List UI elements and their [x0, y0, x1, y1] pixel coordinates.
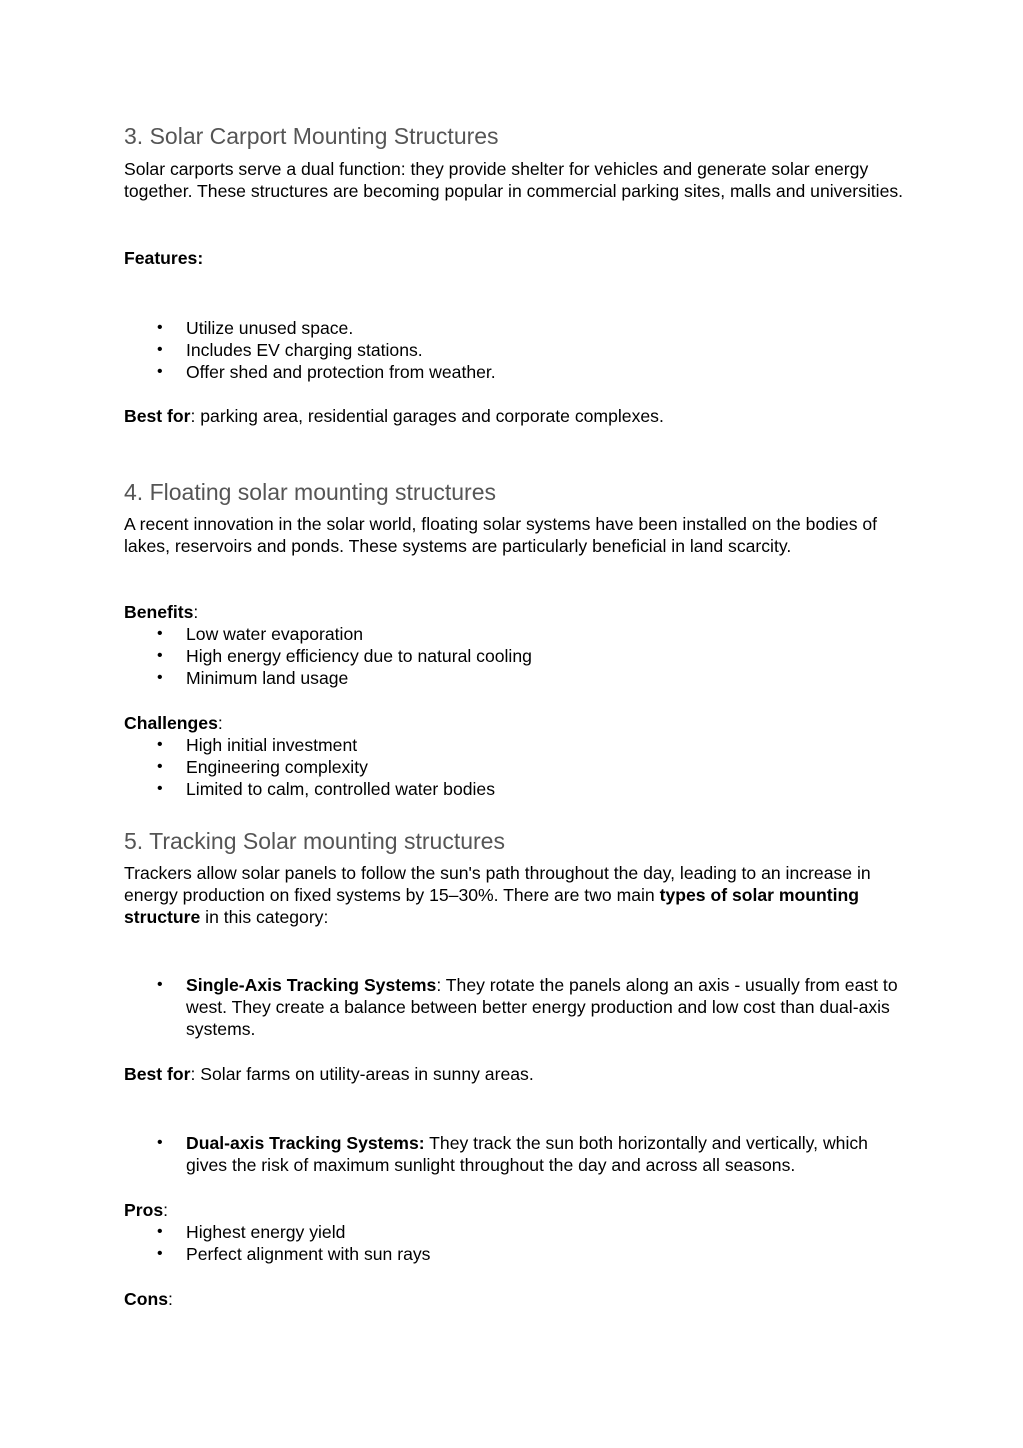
bullet-icon: •: [157, 1134, 163, 1151]
carport-intro: Solar carports serve a dual function: they provide shelter for vehicles and generate solar energy together. These structures are becoming popular in commercial parking sites, malls and universities.: [124, 159, 904, 201]
carport-features-label: Features:: [124, 248, 204, 268]
list-item: • High initial investment: [157, 735, 358, 755]
bullet-icon: •: [157, 669, 163, 686]
bullet-icon: •: [157, 1223, 163, 1240]
list-item: • High energy efficiency due to natural cooling: [157, 646, 532, 666]
bullet-icon: •: [157, 736, 163, 753]
bullet-icon: •: [157, 758, 163, 775]
bullet-icon: •: [157, 363, 163, 380]
bullet-icon: •: [157, 319, 163, 336]
floating-benefits-label: Benefits:: [124, 602, 199, 622]
bullet-icon: •: [157, 1245, 163, 1262]
single-axis-list: [124, 974, 904, 1040]
list-item: • Engineering complexity: [157, 757, 368, 777]
bullet-icon: •: [157, 625, 163, 642]
list-item: • Offer shed and protection from weather.: [157, 362, 496, 382]
floating-challenges-list: [124, 734, 904, 800]
tracking-heading: 5. Tracking Solar mounting structures: [124, 828, 505, 854]
list-item: • Low water evaporation: [157, 624, 364, 644]
carport-heading: 3. Solar Carport Mounting Structures: [124, 123, 499, 149]
bullet-icon: •: [157, 647, 163, 664]
cons-label: Cons:: [124, 1289, 173, 1309]
list-item: • Highest energy yield: [157, 1222, 346, 1242]
floating-challenges-label: Challenges:: [124, 713, 223, 733]
floating-intro: A recent innovation in the solar world, floating solar systems have been installed on the bodies of lakes, reservoirs and ponds. These systems are particularly beneficial in land scarcity.: [124, 514, 878, 556]
list-item: • Limited to calm, controlled water bodies: [157, 779, 496, 799]
list-item: • Perfect alignment with sun rays: [157, 1244, 431, 1264]
list-item: • Utilize unused space.: [157, 318, 354, 338]
tracking-intro: Trackers allow solar panels to follow the sun's path throughout the day, leading to an increase in energy production on fixed systems by 15–30%. There are two main types of solar mounting structure in this category:: [124, 863, 871, 927]
floating-heading: 4. Floating solar mounting structures: [124, 479, 497, 505]
list-item: • Minimum land usage: [157, 668, 349, 688]
dual-axis-list: [124, 1132, 904, 1176]
tracking-best-for: Best for: Solar farms on utility-areas in sunny areas.: [124, 1064, 534, 1084]
pros-list: [124, 1221, 904, 1265]
carport-features-list: [124, 317, 904, 383]
floating-benefits-list: [124, 623, 904, 689]
list-item: • Single-Axis Tracking Systems: They rotate the panels along an axis - usually from east to west. They create a balance between better energy production and low cost than dual-axis systems.: [157, 975, 898, 1039]
list-item: • Dual-axis Tracking Systems: They track the sun both horizontally and vertically, which gives the risk of maximum sunlight throughout the day and across all seasons.: [157, 1133, 868, 1175]
bullet-icon: •: [157, 976, 163, 993]
bullet-icon: •: [157, 341, 163, 358]
list-item: • Includes EV charging stations.: [157, 340, 423, 360]
carport-best-for: Best for: parking area, residential garages and corporate complexes.: [124, 406, 664, 426]
bullet-icon: •: [157, 780, 163, 797]
pros-label: Pros:: [124, 1200, 169, 1220]
